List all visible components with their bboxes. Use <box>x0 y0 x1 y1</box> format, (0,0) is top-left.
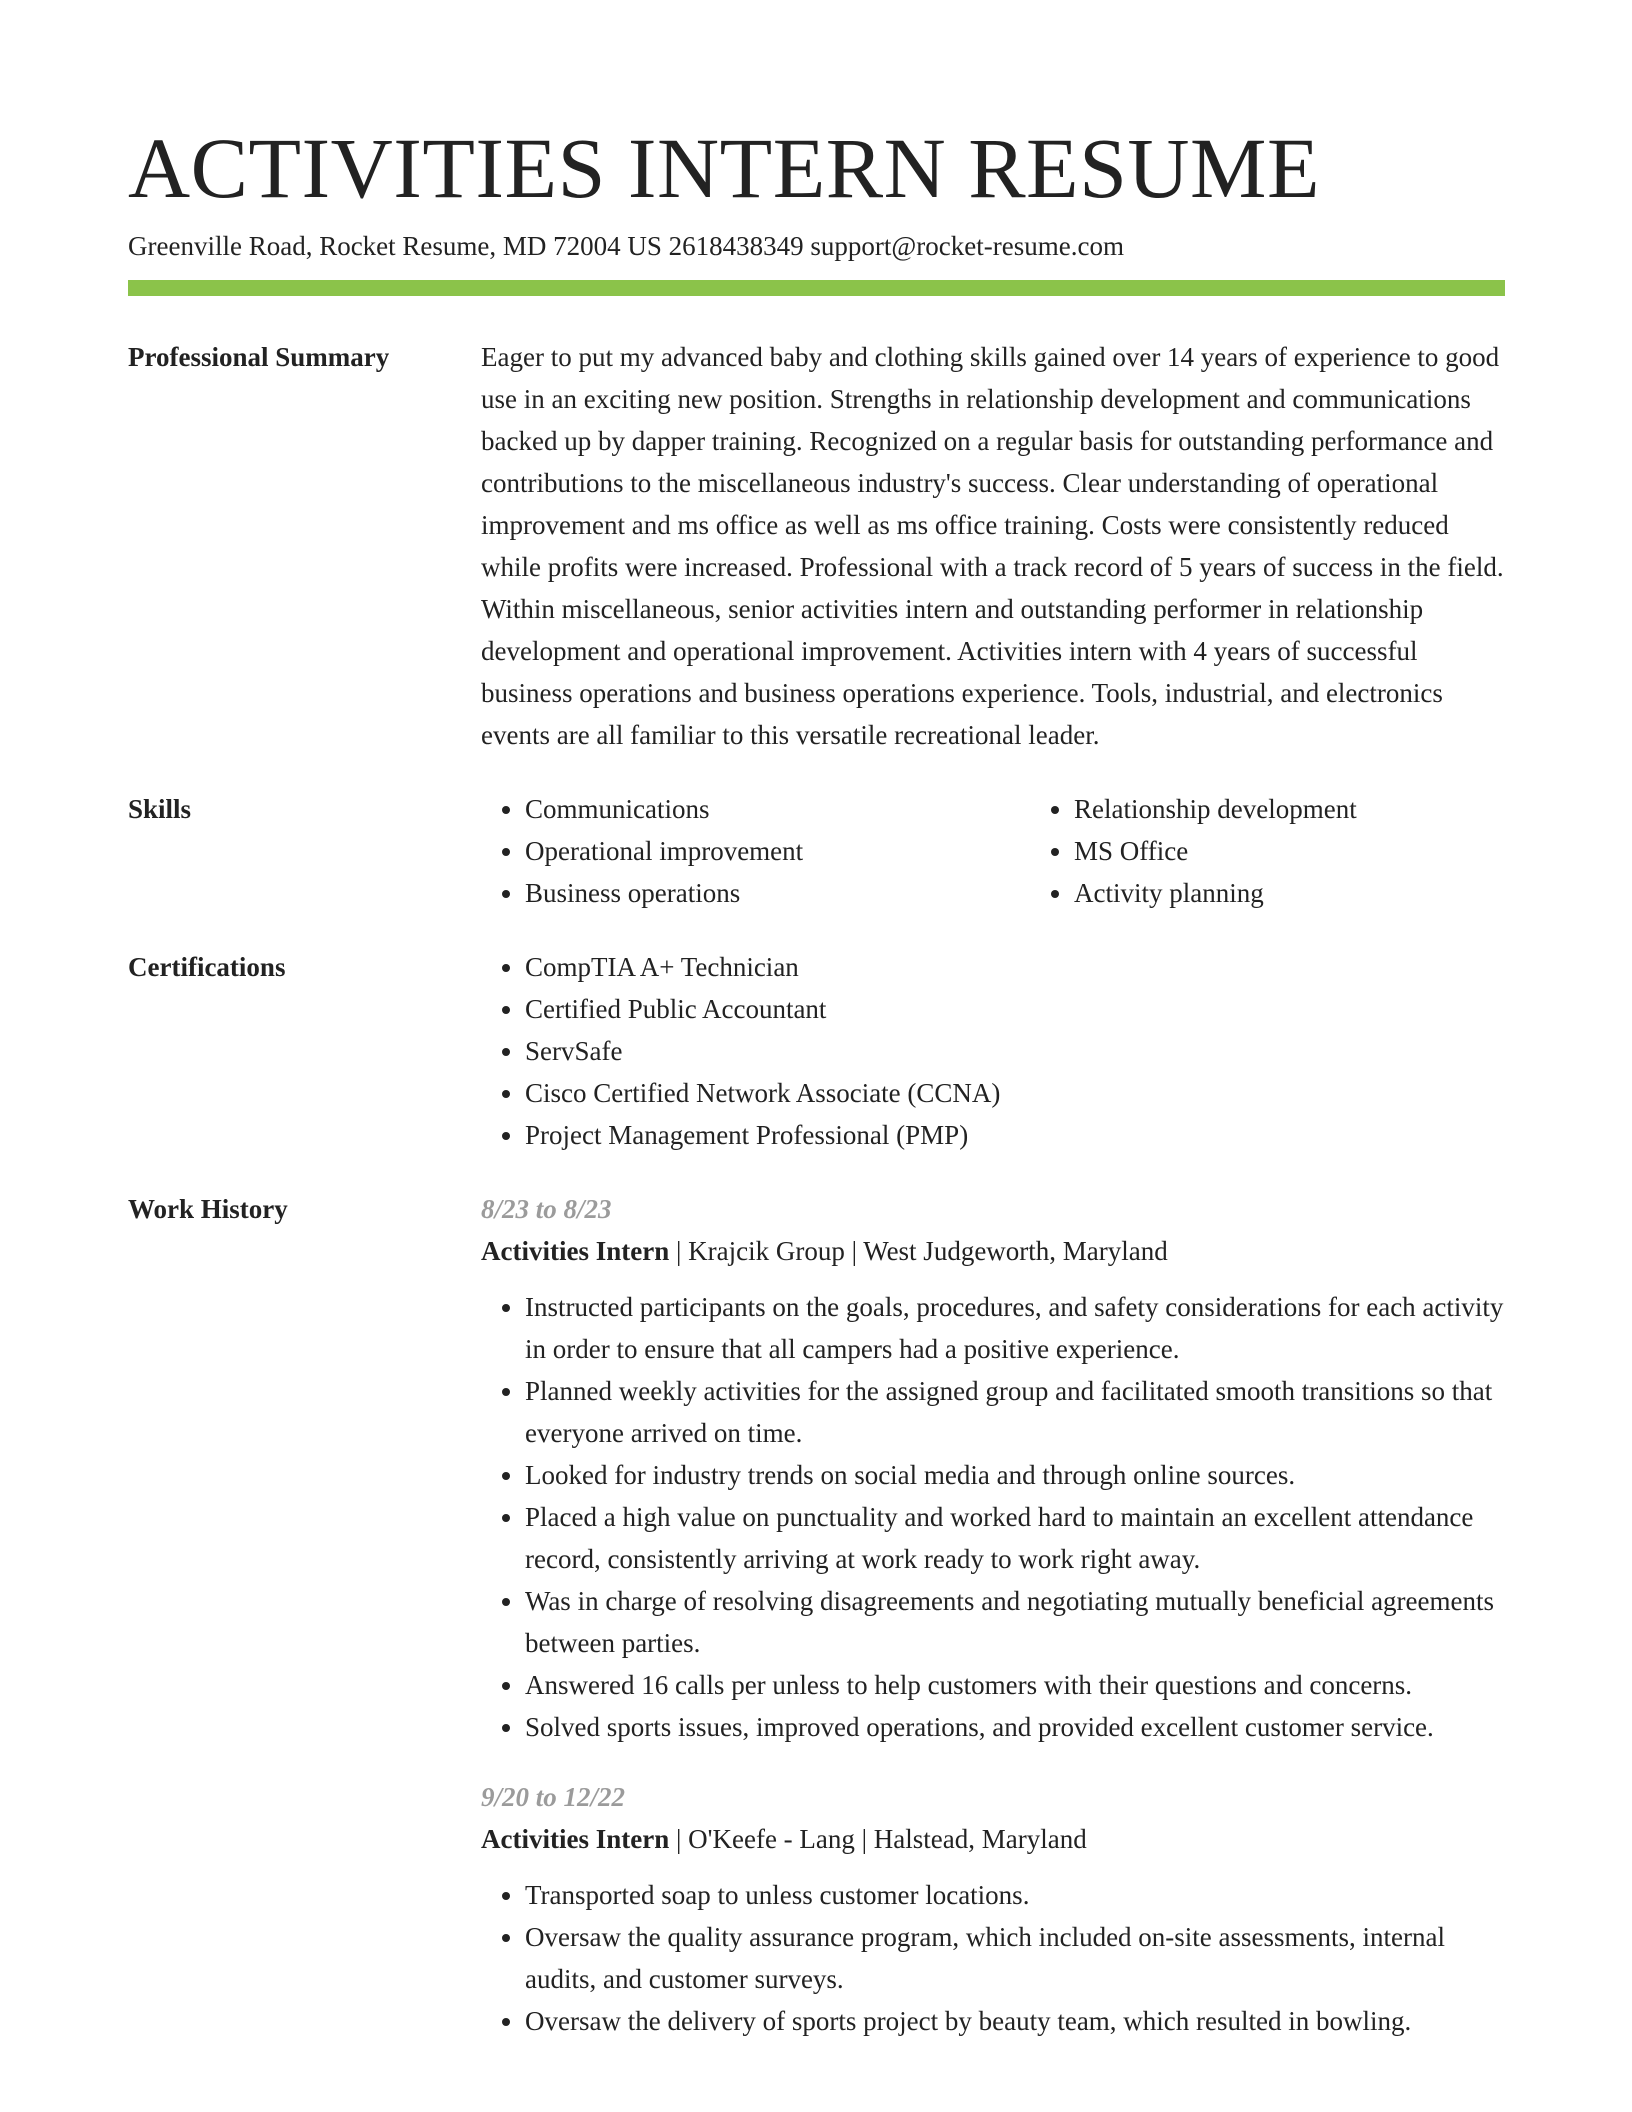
certifications-list <box>481 946 1505 1156</box>
skills-body <box>481 788 1579 914</box>
job-details: | O'Keefe - Lang | Halstead, Maryland <box>669 1824 1087 1854</box>
job-bullet: • Answered 16 calls per unless to help customers with their questions and concerns. <box>525 1664 1505 1706</box>
section-label-summary: Professional Summary <box>128 342 390 372</box>
job-bullet: • Solved sports issues, improved operations, and provided excellent customer service. <box>525 1706 1505 1748</box>
job-bullet: • Oversaw the delivery of sports project by beauty team, which resulted in bowling. <box>525 2000 1505 2042</box>
skill-item: • Operational improvement <box>525 830 1030 872</box>
skill-item: • MS Office <box>1074 830 1579 872</box>
job-bullet: • Was in charge of resolving disagreements and negotiating mutually beneficial agreements between parties. <box>525 1580 1505 1664</box>
job-bullet: • Oversaw the quality assurance program, which included on-site assessments, internal audits, and customer surveys. <box>525 1916 1505 2000</box>
summary-body <box>481 336 1505 756</box>
job-bullets <box>481 1874 1505 2042</box>
job-bullet: • Transported soap to unless customer locations. <box>525 1874 1505 1916</box>
section-label-skills: Skills <box>128 794 192 824</box>
contact-line: Greenville Road, Rocket Resume, MD 72004 US 2618438349 support@rocket-resume.com <box>128 231 1124 261</box>
section-label-certifications: Certifications <box>128 952 286 982</box>
certification-item: • Certified Public Accountant <box>525 988 1505 1030</box>
job-dates: 9/20 to 12/22 <box>481 1782 626 1812</box>
accent-divider <box>128 280 1505 296</box>
job-heading <box>481 1818 1505 1860</box>
skill-item: • Relationship development <box>1074 788 1579 830</box>
job-bullet: • Instructed participants on the goals, procedures, and safety considerations for each activity in order to ensure that all campers had a positive experience. <box>525 1286 1505 1370</box>
job-bullet: • Looked for industry trends on social media and through online sources. <box>525 1454 1505 1496</box>
certification-item: • CompTIA A+ Technician <box>525 946 1505 988</box>
job-entry <box>481 1776 1505 2042</box>
job-bullets <box>481 1286 1505 1748</box>
skill-item: • Communications <box>525 788 1030 830</box>
resume-page <box>128 118 1505 2102</box>
job-details: | Krajcik Group | West Judgeworth, Maryland <box>669 1236 1168 1266</box>
summary-text: Eager to put my advanced baby and clothing skills gained over 14 years of experience to good use in an exciting new position. Strengths in relationship development and communications backed up by dapper training. Recognized on a regular basis for outstanding performance and contributions to the miscellaneous industry's success. Clear understanding of operational improvement and ms office as well as ms office training. Costs were consistently reduced while profits were increased. Professional with a track record of 5 years of success in the field. Within miscellaneous, senior activities intern and outstanding performer in relationship development and operational improvement. Activities intern with 4 years of successful business operations and business operations experience. Tools, industrial, and electronics events are all familiar to this versatile recreational leader. <box>481 342 1504 750</box>
page-title: ACTIVITIES INTERN RESUME <box>128 120 1321 216</box>
job-title: Activities Intern <box>481 1824 670 1854</box>
job-title: Activities Intern <box>481 1236 670 1266</box>
skill-item: • Activity planning <box>1074 872 1579 914</box>
skills-list-left <box>481 788 1030 914</box>
work-history-section <box>128 1188 1505 2070</box>
job-entry <box>481 1188 1505 1748</box>
job-heading <box>481 1230 1505 1272</box>
skill-item: • Business operations <box>525 872 1030 914</box>
skills-list-right <box>1030 788 1579 914</box>
certifications-section <box>128 946 1505 1156</box>
job-bullet: • Planned weekly activities for the assigned group and facilitated smooth transitions so that everyone arrived on time. <box>525 1370 1505 1454</box>
job-dates: 8/23 to 8/23 <box>481 1194 612 1224</box>
certification-item: • Project Management Professional (PMP) <box>525 1114 1505 1156</box>
certification-item: • Cisco Certified Network Associate (CCNA) <box>525 1072 1505 1114</box>
job-bullet: • Placed a high value on punctuality and worked hard to maintain an excellent attendance record, consistently arriving at work ready to work right away. <box>525 1496 1505 1580</box>
section-label-work-history: Work History <box>128 1194 288 1224</box>
summary-section <box>128 336 1505 756</box>
work-history-body <box>481 1188 1505 2070</box>
certification-item: • ServSafe <box>525 1030 1505 1072</box>
certifications-body <box>481 946 1505 1156</box>
skills-section <box>128 788 1505 914</box>
